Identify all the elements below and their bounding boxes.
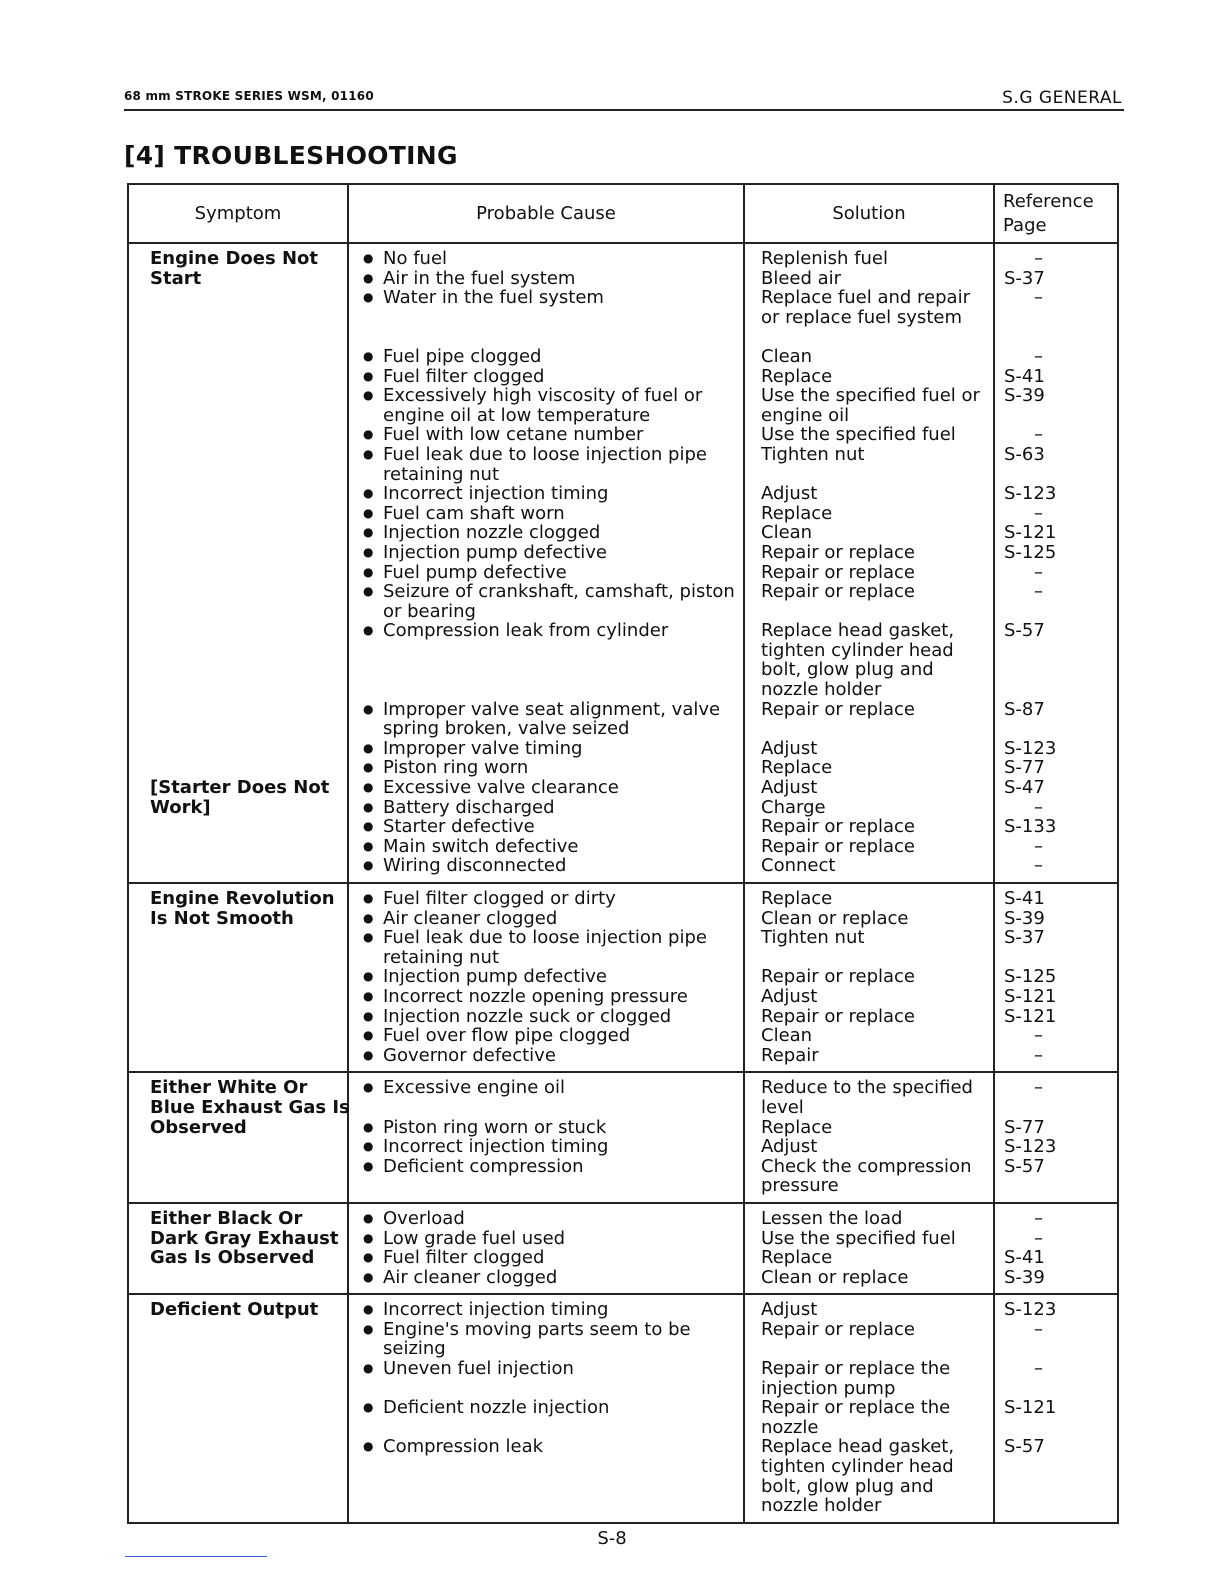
cause-item: ● Overload <box>361 1209 739 1229</box>
solution-item: Adjust <box>761 1299 818 1321</box>
cause-item: ● Injection pump defective <box>361 967 739 987</box>
spacer <box>150 445 343 465</box>
spacer <box>150 680 343 700</box>
reference-page: S-39 <box>1004 907 1045 929</box>
cause-item: ● Incorrect nozzle opening pressure <box>361 987 739 1007</box>
solution-item: Adjust <box>761 483 818 505</box>
spacer <box>150 582 343 602</box>
symptom-cell <box>128 243 348 883</box>
reference-page: – <box>1034 248 1043 269</box>
solution-item: Repair or replace <box>761 541 915 563</box>
cause-item: ● Piston ring worn or stuck <box>361 1118 739 1138</box>
column-header-cause: Probable Cause <box>348 184 744 243</box>
symptom-label: Engine Revolution <box>150 888 335 909</box>
solution-item: Check the compression <box>761 1155 972 1177</box>
solution-cell <box>744 1072 994 1203</box>
solution-item: Replace <box>761 888 833 909</box>
solution-cell <box>744 243 994 883</box>
reference-page: S-57 <box>1004 620 1045 642</box>
cause-item: ● Excessive engine oil <box>361 1078 739 1098</box>
reference-page-blank <box>1004 680 1116 700</box>
page-number: S-8 <box>597 1528 627 1549</box>
column-header-solution: Solution <box>744 184 994 243</box>
spacer <box>150 700 343 720</box>
symptom-label: [Starter Does Not <box>150 777 330 799</box>
cause-item: ● Incorrect injection timing <box>361 1300 739 1320</box>
table-body <box>128 243 1118 1523</box>
cause-item-continuation <box>361 1379 739 1399</box>
cause-item-continuation <box>361 1098 739 1118</box>
cause-item: ● Deficient compression <box>361 1157 739 1177</box>
solution-item-continuation: nozzle holder <box>761 1495 882 1517</box>
cause-item: ● Starter defective <box>361 817 739 837</box>
reference-page: S-37 <box>1004 267 1045 289</box>
reference-page: – <box>1034 345 1043 367</box>
solution-item: Clean <box>761 345 813 367</box>
table-row <box>128 243 1118 883</box>
spacer <box>150 739 343 759</box>
cause-item: ● Fuel leak due to loose injection pipe <box>361 928 739 948</box>
solution-item: Charge <box>761 796 826 818</box>
solution-item: Replace <box>761 1116 833 1138</box>
solution-item: Use the specified fuel <box>761 1227 956 1249</box>
reference-page: – <box>1034 1227 1043 1249</box>
header-divider <box>124 109 1124 111</box>
cause-item: ● Engine's moving parts seem to be <box>361 1320 739 1340</box>
solution-item: Repair or replace <box>761 966 915 988</box>
reference-page: S-41 <box>1004 1247 1045 1269</box>
cause-item: ● Water in the fuel system <box>361 288 739 308</box>
manual-series-header: 68 mm STROKE SERIES WSM, 01160 <box>124 89 374 103</box>
reference-page: S-133 <box>1004 816 1057 838</box>
solution-item: Lessen the load <box>761 1207 903 1229</box>
reference-page: S-87 <box>1004 698 1045 720</box>
cause-item-continuation: engine oil at low temperature <box>383 404 651 426</box>
solution-item-continuation: bolt, glow plug and <box>761 659 934 681</box>
spacer <box>150 425 343 445</box>
symptom-label: Gas Is Observed <box>150 1247 315 1269</box>
spacer <box>150 367 343 387</box>
column-header-reference-line: Reference <box>1003 190 1094 212</box>
symptom-label: Engine Does Not <box>150 248 318 269</box>
solution-item: Replace <box>761 365 833 387</box>
reference-page-cell <box>994 1203 1118 1294</box>
reference-page: S-123 <box>1004 483 1057 505</box>
column-header-reference <box>994 184 1118 243</box>
solution-item: Replace <box>761 757 833 779</box>
solution-item-continuation: tighten cylinder head <box>761 1456 954 1478</box>
reference-page-blank <box>1004 1176 1116 1196</box>
cause-item-continuation <box>361 1496 739 1516</box>
symptom-label: Either White Or <box>150 1077 308 1099</box>
reference-page: – <box>1034 287 1043 309</box>
cause-item: ● Fuel filter clogged <box>361 1248 739 1268</box>
spacer <box>361 327 739 347</box>
reference-page: S-125 <box>1004 966 1057 988</box>
cause-item: ● Wiring disconnected <box>361 856 739 876</box>
cause-item: ● Incorrect injection timing <box>361 1137 739 1157</box>
reference-page-cell <box>994 883 1118 1072</box>
solution-item: Repair or replace <box>761 698 915 720</box>
cause-item-continuation: spring broken, valve seized <box>383 718 630 740</box>
reference-page: – <box>1034 581 1043 603</box>
probable-cause-cell <box>348 243 744 883</box>
spacer <box>150 523 343 543</box>
probable-cause-cell <box>348 1072 744 1203</box>
spacer <box>150 602 343 622</box>
solution-item: Clean or replace <box>761 1266 909 1288</box>
cause-item: ● Fuel filter clogged <box>361 367 739 387</box>
cause-item-continuation <box>361 1457 739 1477</box>
reference-page: S-37 <box>1004 927 1045 949</box>
solution-item: Clean <box>761 1025 813 1047</box>
reference-page: S-123 <box>1004 1299 1057 1321</box>
reference-page-blank <box>1004 948 1116 968</box>
reference-page: – <box>1034 1207 1043 1229</box>
spacer <box>150 308 343 328</box>
solution-item: Repair or replace <box>761 581 915 603</box>
reference-page-blank <box>1004 1457 1116 1477</box>
reference-page: S-121 <box>1004 522 1057 544</box>
cause-item: ● Air in the fuel system <box>361 269 739 289</box>
table-row <box>128 883 1118 1072</box>
cause-item: ● Incorrect injection timing <box>361 484 739 504</box>
cause-item: ● Fuel cam shaft worn <box>361 504 739 524</box>
spacer <box>150 563 343 583</box>
cause-item: ● Improper valve seat alignment, valve <box>361 700 739 720</box>
cause-item-continuation <box>361 641 739 661</box>
cause-item-continuation: retaining nut <box>383 946 500 968</box>
cause-item-continuation <box>361 1176 739 1196</box>
solution-item: Clean <box>761 522 813 544</box>
cause-item: ● Piston ring worn <box>361 758 739 778</box>
solution-item-continuation: engine oil <box>761 404 850 426</box>
cause-item: ● Seizure of crankshaft, camshaft, piston <box>361 582 739 602</box>
solution-item-continuation <box>761 1339 989 1359</box>
spacer <box>150 386 343 406</box>
symptom-label: Deficient Output <box>150 1299 319 1321</box>
symptom-label: Work] <box>150 796 211 818</box>
cause-item: ● Injection nozzle clogged <box>361 523 739 543</box>
solution-item-continuation: injection pump <box>761 1377 896 1399</box>
probable-cause-cell <box>348 1294 744 1523</box>
reference-page: S-123 <box>1004 1136 1057 1158</box>
solution-cell <box>744 1294 994 1523</box>
cause-item: ● Improper valve timing <box>361 739 739 759</box>
page-title: [4] TROUBLESHOOTING <box>124 141 458 170</box>
cause-item: ● Fuel pipe clogged <box>361 347 739 367</box>
reference-page: – <box>1034 502 1043 524</box>
reference-page: S-123 <box>1004 737 1057 759</box>
cause-item: ● Fuel pump defective <box>361 563 739 583</box>
solution-item: Replenish fuel <box>761 248 889 269</box>
cause-item: ● Compression leak <box>361 1437 739 1457</box>
reference-page: – <box>1034 1044 1043 1066</box>
solution-item-continuation: tighten cylinder head <box>761 639 954 661</box>
solution-item-continuation: or replace fuel system <box>761 306 962 328</box>
table-row <box>128 1294 1118 1523</box>
solution-item: Bleed air <box>761 267 842 289</box>
reference-page: S-39 <box>1004 1266 1045 1288</box>
cause-item: ● Injection nozzle suck or clogged <box>361 1007 739 1027</box>
solution-item-continuation: pressure <box>761 1175 839 1197</box>
solution-item: Adjust <box>761 737 818 759</box>
reference-page: S-57 <box>1004 1155 1045 1177</box>
solution-item: Repair or replace <box>761 816 915 838</box>
spacer <box>150 621 343 641</box>
symptom-label: Start <box>150 267 202 289</box>
solution-item: Use the specified fuel or <box>761 385 980 407</box>
reference-page: – <box>1034 1025 1043 1047</box>
spacer <box>150 641 343 661</box>
reference-page-cell <box>994 1072 1118 1203</box>
solution-item: Connect <box>761 855 836 877</box>
reference-page-blank <box>1004 1098 1116 1118</box>
solution-item: Repair or replace the <box>761 1358 951 1380</box>
solution-item: Adjust <box>761 985 818 1007</box>
reference-page: S-121 <box>1004 985 1057 1007</box>
reference-page: – <box>1034 1358 1043 1380</box>
cause-item: ● Excessive valve clearance <box>361 778 739 798</box>
solution-item: Reduce to the specified <box>761 1077 973 1099</box>
solution-item: Replace <box>761 1247 833 1269</box>
solution-item: Repair <box>761 1044 819 1066</box>
symptom-label: Dark Gray Exhaust <box>150 1227 339 1249</box>
reference-page: – <box>1034 855 1043 877</box>
cause-item-continuation <box>361 1477 739 1497</box>
column-header-reference-line: Page <box>1003 214 1047 236</box>
solution-cell <box>744 1203 994 1294</box>
spacer <box>150 406 343 426</box>
cause-item: ● Fuel with low cetane number <box>361 425 739 445</box>
symptom-label: Is Not Smooth <box>150 907 294 929</box>
cause-item: ● Injection pump defective <box>361 543 739 563</box>
cause-item-continuation <box>361 308 739 328</box>
symptom-cell <box>128 883 348 1072</box>
solution-item-continuation: bolt, glow plug and <box>761 1475 934 1497</box>
solution-item-continuation: level <box>761 1096 804 1118</box>
table-row <box>128 1203 1118 1294</box>
cause-item: ● Main switch defective <box>361 837 739 857</box>
reference-page: – <box>1034 1077 1043 1099</box>
solution-item-continuation <box>761 465 989 485</box>
symptom-label: Observed <box>150 1116 247 1138</box>
reference-page-blank <box>1004 1418 1116 1438</box>
cause-item: ● Fuel filter clogged or dirty <box>361 889 739 909</box>
reference-page-blank <box>1004 1379 1116 1399</box>
cause-item-continuation: retaining nut <box>383 463 500 485</box>
solution-item: Replace <box>761 502 833 524</box>
reference-page: S-77 <box>1004 1116 1045 1138</box>
scan-artifact-line <box>125 1556 267 1557</box>
solution-item: Tighten nut <box>761 927 865 949</box>
solution-item: Repair or replace <box>761 1005 915 1027</box>
reference-page-blank <box>1004 641 1116 661</box>
cause-item: ● Fuel over flow pipe clogged <box>361 1026 739 1046</box>
spacer <box>150 504 343 524</box>
solution-item: Repair or replace <box>761 561 915 583</box>
solution-cell <box>744 883 994 1072</box>
reference-page-blank <box>1004 465 1116 485</box>
spacer <box>150 484 343 504</box>
solution-item: Replace head gasket, <box>761 620 955 642</box>
reference-page: – <box>1034 424 1043 446</box>
table-header-row <box>128 184 1118 243</box>
cause-item-continuation: seizing <box>383 1338 446 1360</box>
reference-page: S-77 <box>1004 757 1045 779</box>
spacer <box>150 288 343 308</box>
solution-item: Clean or replace <box>761 907 909 929</box>
spacer <box>150 347 343 367</box>
reference-page: – <box>1034 561 1043 583</box>
spacer <box>1004 327 1116 347</box>
solution-item: Repair or replace <box>761 1318 915 1340</box>
reference-page: – <box>1034 835 1043 857</box>
spacer <box>150 465 343 485</box>
cause-item-continuation <box>361 680 739 700</box>
probable-cause-cell <box>348 1203 744 1294</box>
troubleshooting-table <box>127 183 1119 1524</box>
reference-page: S-41 <box>1004 888 1045 909</box>
cause-item: ● Uneven fuel injection <box>361 1359 739 1379</box>
solution-item-continuation <box>761 719 989 739</box>
symptom-label: Either Black Or <box>150 1207 303 1229</box>
cause-item: ● Air cleaner clogged <box>361 909 739 929</box>
solution-item: Use the specified fuel <box>761 424 956 446</box>
symptom-cell <box>128 1072 348 1203</box>
reference-page: S-57 <box>1004 1436 1045 1458</box>
cause-item: ● Deficient nozzle injection <box>361 1398 739 1418</box>
spacer <box>150 719 343 739</box>
reference-page: – <box>1034 1318 1043 1340</box>
probable-cause-cell <box>348 883 744 1072</box>
solution-item: Adjust <box>761 777 818 799</box>
spacer <box>150 543 343 563</box>
solution-item: Replace head gasket, <box>761 1436 955 1458</box>
column-header-symptom: Symptom <box>128 184 348 243</box>
solution-item-continuation <box>761 948 989 968</box>
solution-item: Repair or replace <box>761 835 915 857</box>
solution-item: Replace fuel and repair <box>761 287 970 309</box>
cause-item-continuation <box>361 660 739 680</box>
symptom-cell <box>128 1203 348 1294</box>
reference-page: S-39 <box>1004 385 1045 407</box>
cause-item: ● Air cleaner clogged <box>361 1268 739 1288</box>
cause-item: ● Governor defective <box>361 1046 739 1066</box>
table-row <box>128 1072 1118 1203</box>
cause-item: ● Fuel leak due to loose injection pipe <box>361 445 739 465</box>
cause-item: ● No fuel <box>361 249 739 269</box>
spacer <box>761 327 989 347</box>
cause-item: ● Excessively high viscosity of fuel or <box>361 386 739 406</box>
reference-page-cell <box>994 243 1118 883</box>
reference-page-blank <box>1004 602 1116 622</box>
reference-page: S-121 <box>1004 1005 1057 1027</box>
spacer <box>150 660 343 680</box>
symptom-label: Blue Exhaust Gas Is <box>150 1096 350 1118</box>
solution-item-continuation <box>761 602 989 622</box>
reference-page-blank <box>1004 1477 1116 1497</box>
reference-page-blank <box>1004 660 1116 680</box>
reference-page: S-121 <box>1004 1397 1057 1419</box>
reference-page-blank <box>1004 719 1116 739</box>
section-header: S.G GENERAL <box>1002 88 1122 108</box>
reference-page: S-125 <box>1004 541 1057 563</box>
reference-page-blank <box>1004 308 1116 328</box>
reference-page-blank <box>1004 1496 1116 1516</box>
reference-page-blank <box>1004 406 1116 426</box>
solution-item: Tighten nut <box>761 443 865 465</box>
symptom-cell <box>128 1294 348 1523</box>
reference-page: S-47 <box>1004 777 1045 799</box>
reference-page: S-63 <box>1004 443 1045 465</box>
cause-item: ● Compression leak from cylinder <box>361 621 739 641</box>
reference-page-cell <box>994 1294 1118 1523</box>
solution-item: Adjust <box>761 1136 818 1158</box>
solution-item-continuation: nozzle <box>761 1416 819 1438</box>
cause-item: ● Low grade fuel used <box>361 1229 739 1249</box>
reference-page: S-41 <box>1004 365 1045 387</box>
cause-item: ● Battery discharged <box>361 798 739 818</box>
cause-item-continuation <box>361 1418 739 1438</box>
spacer <box>150 327 343 347</box>
solution-item-continuation: nozzle holder <box>761 679 882 701</box>
spacer <box>150 758 343 778</box>
reference-page-blank <box>1004 1339 1116 1359</box>
reference-page: – <box>1034 796 1043 818</box>
cause-item-continuation: or bearing <box>383 600 476 622</box>
solution-item: Repair or replace the <box>761 1397 951 1419</box>
